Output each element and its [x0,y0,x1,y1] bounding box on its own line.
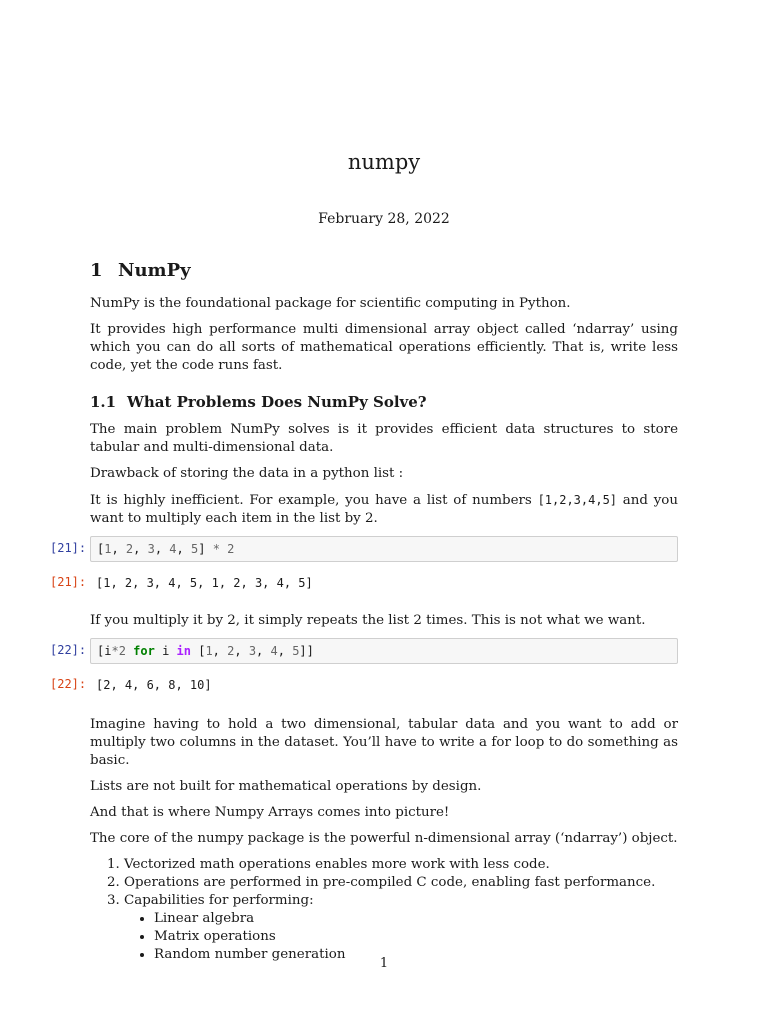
code-token: , [154,542,170,556]
code-token: [ [190,644,206,658]
code-number: 3 [248,644,257,658]
code-token: , [277,644,293,658]
code-number: 4 [270,644,278,658]
bullet-item: • Random number generation [154,946,678,964]
section-heading [90,260,678,281]
section-title: NumPy [118,260,191,281]
code-token: i [154,644,177,658]
paragraph: NumPy is the foundational package for scientific computing in Python. [90,296,571,311]
subsection-title: What Problems Does NumPy Solve? [127,393,427,411]
code-cell-output [50,674,678,696]
code-keyword: for [133,644,155,658]
paragraph: Imagine having to hold a two dimensional, tabular data and you want to add or multiply two columns in the dataset. You’ll have to write a for loop to do something as basic. [90,717,678,768]
code-number: 4 [169,542,177,556]
inline-code: [1,2,3,4,5] [537,493,618,507]
code-token: , [176,542,191,556]
paragraph: If you multiply it by 2, it simply repeats the list 2 times. This is not what we want. [90,613,646,628]
code-number: 3 [147,542,155,556]
code-token: ] [198,542,206,556]
list-item [124,892,678,964]
subsection-number: 1.1 [90,393,117,411]
code-token: [i [97,644,112,658]
bullet-item: • Matrix operations [154,928,678,946]
paragraph: Drawback of storing the data in a python list : [90,466,404,481]
code-operator: * [212,542,220,556]
list-item: 1. Vectorized math operations enables more work with less code. [124,856,678,874]
document-title: numpy [347,150,421,174]
input-prompt: [22]: [50,643,87,657]
paragraph: And that is where Numpy Arrays comes into picture! [90,805,450,820]
code-number: 2 [118,644,126,658]
paragraph: Lists are not built for mathematical operations by design. [90,779,482,794]
code-token: , [212,644,228,658]
cell-output-text: [1, 2, 3, 4, 5, 1, 2, 3, 4, 5] [96,576,313,590]
code-token: , [234,644,249,658]
code-editor[interactable] [90,536,678,562]
code-number: 1 [205,644,213,658]
paragraph [90,491,678,528]
input-prompt: [21]: [50,541,87,555]
code-cell-output [50,572,678,594]
cell-output-text: [2, 4, 6, 8, 10] [96,678,212,692]
paragraph-text: It is highly inefficient. For example, you have a list of numbers [90,493,538,508]
section-number: 1 [90,260,103,281]
document-date: February 28, 2022 [318,211,450,227]
paragraph: The main problem NumPy solves is it provides efficient data structures to store tabular and multi-dimensional data. [90,422,678,455]
code-token: [ [97,542,105,556]
code-number: 5 [292,644,300,658]
list-item-text: Capabilities for performing: [124,893,314,908]
code-number: 2 [227,644,235,658]
subsection-heading [90,393,678,411]
list-item: 2. Operations are performed in pre-compiled C code, enabling fast performance. [124,874,678,892]
paragraph: It provides high performance multi dimensional array object called ‘ndarray’ using which you can do all sorts of mathematical operations efficiently. That is, write less code, yet the code runs fast. [90,322,678,373]
code-operator: * [111,644,119,658]
code-editor[interactable] [90,638,678,664]
paragraph-text: and you want to multiply each item in the list by 2. [90,493,678,526]
document-body [50,260,678,964]
numbered-list [90,856,678,964]
bullet-item: • Linear algebra [154,910,678,928]
output-prompt: [22]: [50,677,87,691]
code-number: 1 [104,542,112,556]
code-number: 2 [227,542,235,556]
page-number: 1 [379,956,389,971]
code-token: , [111,542,126,556]
code-number: 2 [125,542,134,556]
code-number: 5 [190,542,199,556]
code-token: ]] [299,644,314,658]
output-prompt: [21]: [50,575,87,589]
paragraph: The core of the numpy package is the powerful n-dimensional array (‘ndarray’) object. [90,831,678,846]
code-cell-input[interactable] [50,638,678,664]
code-keyword: in [176,644,191,658]
code-cell-input[interactable] [50,536,678,562]
code-token: , [133,542,148,556]
code-token: , [256,644,271,658]
